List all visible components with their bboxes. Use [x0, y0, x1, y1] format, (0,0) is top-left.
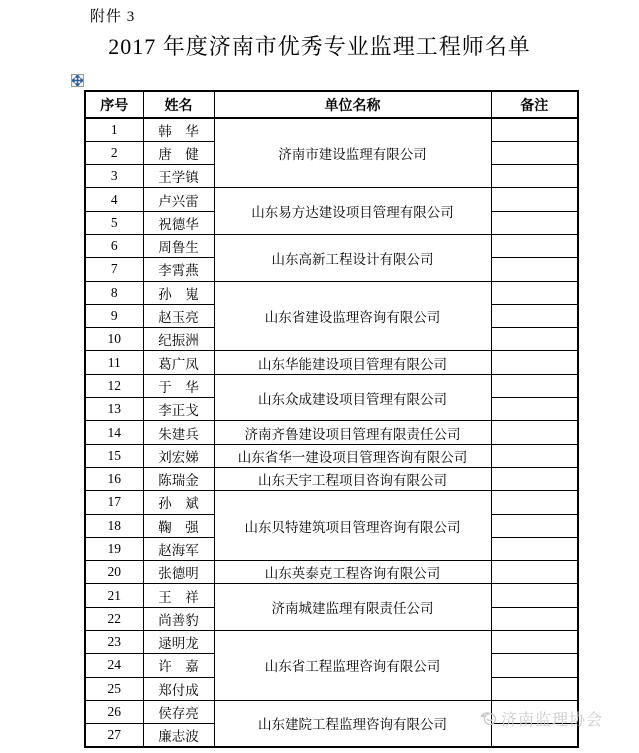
cell-company-name: 济南市建设监理有限公司 [214, 118, 491, 188]
cell-remark [491, 700, 578, 723]
cell-remark [491, 188, 578, 211]
table-row [85, 491, 578, 514]
cell-remark [491, 607, 578, 630]
cell-remark [491, 491, 578, 514]
cell-company-name: 山东华能建设项目管理有限公司 [214, 351, 491, 374]
cell-serial-number: 7 [85, 258, 143, 281]
watermark-text: 济南监理协会 [501, 711, 604, 729]
table-row [85, 188, 578, 211]
table-row [85, 421, 578, 444]
cell-person-name: 葛广凤 [143, 351, 214, 374]
roster-table [84, 90, 579, 748]
cell-person-name: 廉志波 [143, 724, 214, 747]
cell-person-name: 逯明龙 [143, 631, 214, 654]
cell-person-name: 赵海军 [143, 537, 214, 560]
cell-company-name: 济南城建监理有限责任公司 [214, 584, 491, 631]
cell-remark [491, 141, 578, 164]
cell-remark [491, 584, 578, 607]
cell-serial-number: 5 [85, 211, 143, 234]
cell-person-name: 陈瑞金 [143, 467, 214, 490]
cell-serial-number: 1 [85, 118, 143, 141]
cell-serial-number: 16 [85, 467, 143, 490]
cell-company-name: 山东省华一建设项目管理咨询有限公司 [214, 444, 491, 467]
cell-person-name: 许 嘉 [143, 654, 214, 677]
cell-remark [491, 444, 578, 467]
cell-company-name: 山东天宇工程项目咨询有限公司 [214, 467, 491, 490]
table-row [85, 118, 578, 141]
cell-person-name: 周鲁生 [143, 234, 214, 257]
cell-person-name: 朱建兵 [143, 421, 214, 444]
cell-remark [491, 281, 578, 304]
table-row [85, 281, 578, 304]
cell-company-name: 山东众成建设项目管理有限公司 [214, 374, 491, 421]
table-row [85, 561, 578, 584]
cell-remark [491, 654, 578, 677]
cell-remark [491, 677, 578, 700]
cell-serial-number: 2 [85, 141, 143, 164]
cell-remark [491, 374, 578, 397]
cell-person-name: 李正戈 [143, 398, 214, 421]
cell-serial-number: 22 [85, 607, 143, 630]
cell-remark [491, 118, 578, 141]
cell-person-name: 刘宏娣 [143, 444, 214, 467]
attachment-label: 附件 3 [90, 9, 136, 25]
cell-company-name: 山东易方达建设项目管理有限公司 [214, 188, 491, 235]
cell-serial-number: 21 [85, 584, 143, 607]
table-row [85, 374, 578, 397]
cell-company-name: 济南齐鲁建设项目管理有限责任公司 [214, 421, 491, 444]
table-row [85, 351, 578, 374]
cell-serial-number: 24 [85, 654, 143, 677]
cell-person-name: 郑付成 [143, 677, 214, 700]
table-row [85, 234, 578, 257]
cell-remark [491, 398, 578, 421]
cell-remark [491, 165, 578, 188]
cell-serial-number: 18 [85, 514, 143, 537]
cell-person-name: 尚善豹 [143, 607, 214, 630]
cell-remark [491, 351, 578, 374]
cell-person-name: 卢兴雷 [143, 188, 214, 211]
table-row [85, 584, 578, 607]
cell-serial-number: 11 [85, 351, 143, 374]
cell-remark [491, 514, 578, 537]
cell-remark [491, 304, 578, 327]
table-row [85, 700, 578, 723]
cell-person-name: 王 祥 [143, 584, 214, 607]
cell-remark [491, 211, 578, 234]
page-title: 2017 年度济南市优秀专业监理工程师名单 [108, 34, 531, 59]
cell-person-name: 孙 斌 [143, 491, 214, 514]
cell-serial-number: 3 [85, 165, 143, 188]
cell-remark [491, 328, 578, 351]
cell-person-name: 孙 嵬 [143, 281, 214, 304]
cell-serial-number: 19 [85, 537, 143, 560]
cell-person-name: 侯存亮 [143, 700, 214, 723]
cell-serial-number: 17 [85, 491, 143, 514]
cell-serial-number: 4 [85, 188, 143, 211]
column-header: 姓名 [143, 91, 214, 118]
table-row [85, 467, 578, 490]
cell-remark [491, 421, 578, 444]
cell-serial-number: 13 [85, 398, 143, 421]
cell-remark [491, 561, 578, 584]
cell-person-name: 纪振洲 [143, 328, 214, 351]
column-header: 序号 [85, 91, 143, 118]
cell-serial-number: 8 [85, 281, 143, 304]
cell-serial-number: 9 [85, 304, 143, 327]
cell-company-name: 山东贝特建筑项目管理咨询有限公司 [214, 491, 491, 561]
cell-remark [491, 467, 578, 490]
cell-person-name: 鞠 强 [143, 514, 214, 537]
table-move-anchor-icon[interactable] [71, 74, 84, 87]
cell-serial-number: 15 [85, 444, 143, 467]
cell-person-name: 张德明 [143, 561, 214, 584]
column-header: 单位名称 [214, 91, 491, 118]
cell-serial-number: 6 [85, 234, 143, 257]
cell-serial-number: 25 [85, 677, 143, 700]
cell-serial-number: 20 [85, 561, 143, 584]
cell-person-name: 李霄燕 [143, 258, 214, 281]
cell-company-name: 山东高新工程设计有限公司 [214, 234, 491, 281]
cell-serial-number: 10 [85, 328, 143, 351]
cell-person-name: 韩 华 [143, 118, 214, 141]
cell-remark [491, 631, 578, 654]
cell-remark [491, 258, 578, 281]
cell-person-name: 唐 健 [143, 141, 214, 164]
cell-serial-number: 23 [85, 631, 143, 654]
table-row [85, 444, 578, 467]
cell-company-name: 山东建院工程监理咨询有限公司 [214, 700, 491, 747]
cell-remark [491, 724, 578, 747]
table-row [85, 631, 578, 654]
cell-remark [491, 537, 578, 560]
column-header: 备注 [491, 91, 578, 118]
cell-company-name: 山东省工程监理咨询有限公司 [214, 631, 491, 701]
table-header-row [85, 91, 578, 118]
cell-serial-number: 26 [85, 700, 143, 723]
cell-person-name: 赵玉亮 [143, 304, 214, 327]
cell-remark [491, 234, 578, 257]
cell-person-name: 于 华 [143, 374, 214, 397]
cell-person-name: 王学镇 [143, 165, 214, 188]
cell-serial-number: 27 [85, 724, 143, 747]
cell-serial-number: 14 [85, 421, 143, 444]
cell-company-name: 山东英泰克工程咨询有限公司 [214, 561, 491, 584]
cell-serial-number: 12 [85, 374, 143, 397]
cell-person-name: 祝德华 [143, 211, 214, 234]
four-way-arrow-icon [72, 75, 83, 86]
cell-company-name: 山东省建设监理咨询有限公司 [214, 281, 491, 351]
